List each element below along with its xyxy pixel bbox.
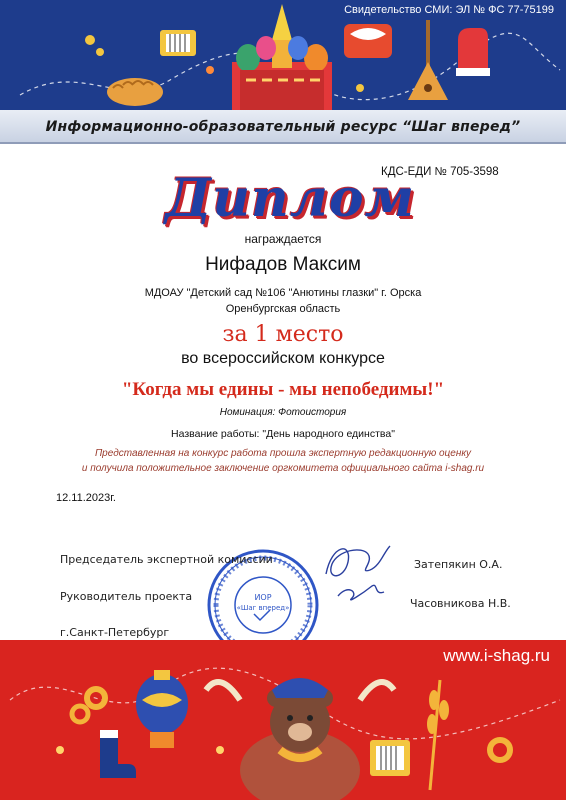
bread-icon — [107, 78, 163, 106]
nomination: Номинация: Фотоистория — [219, 407, 347, 418]
stamp-center-line: «Шаг вперед» — [236, 604, 290, 612]
awarded-label: награждается — [244, 232, 322, 246]
painted-box-icon — [344, 24, 392, 58]
valenok-icon — [100, 730, 136, 778]
accordion-icon — [160, 30, 196, 56]
samovar-icon — [136, 670, 188, 748]
header-illustration — [0, 0, 566, 110]
head-label: Руководитель проекта — [60, 590, 193, 603]
mitten-icon — [456, 28, 490, 76]
evaluation-note-line: Представленная на конкурс работа прошла экспертную редакционную оценку — [94, 448, 472, 459]
city-label: г.Санкт-Петербург — [60, 626, 170, 639]
region-line: Оренбургская область — [225, 303, 341, 315]
stamp-center-line: ИОР — [254, 593, 272, 602]
balalaika-icon — [408, 20, 448, 100]
chair-name: Затепякин О.А. — [414, 558, 503, 571]
website-link[interactable]: www.i-shag.ru — [443, 646, 550, 665]
place-award: за 1 место — [222, 322, 344, 347]
recipient-name: Нифадов Максим — [205, 254, 361, 275]
diploma-title: Диплом — [165, 168, 416, 229]
head-name: Часовникова Н.В. — [410, 597, 511, 610]
kds-number: КДС-ЕДИ № 705-3598 — [381, 166, 499, 178]
bear-icon — [206, 678, 394, 800]
contest-name: "Когда мы едины - мы непобедимы!" — [121, 379, 445, 400]
issue-date: 12.11.2023г. — [56, 492, 116, 504]
handwritten-signature — [318, 534, 398, 606]
resource-title: Информационно-образовательный ресурс “Шаг вперед” — [45, 119, 521, 135]
bagels-icon — [72, 689, 105, 722]
evaluation-note — [0, 446, 566, 476]
chair-label: Председатель экспертной комиссии — [60, 553, 273, 566]
contest-intro: во всероссийском конкурсе — [181, 350, 385, 367]
accordion-icon — [370, 740, 410, 776]
work-title: Название работы: "День народного единства" — [171, 428, 395, 440]
evaluation-note-line: и получила положительное заключение оргкомитета официального сайта i-shag.ru — [81, 463, 485, 474]
organization-line: МДОАУ "Детский сад №106 "Анютины глазки" г. Орска — [144, 287, 422, 299]
organization — [0, 285, 566, 317]
media-certificate: Свидетельство СМИ: ЭЛ № ФС 77-75199 — [344, 4, 554, 16]
header-banner — [0, 0, 566, 110]
resource-band — [0, 110, 566, 144]
kremlin-icon — [232, 4, 332, 110]
